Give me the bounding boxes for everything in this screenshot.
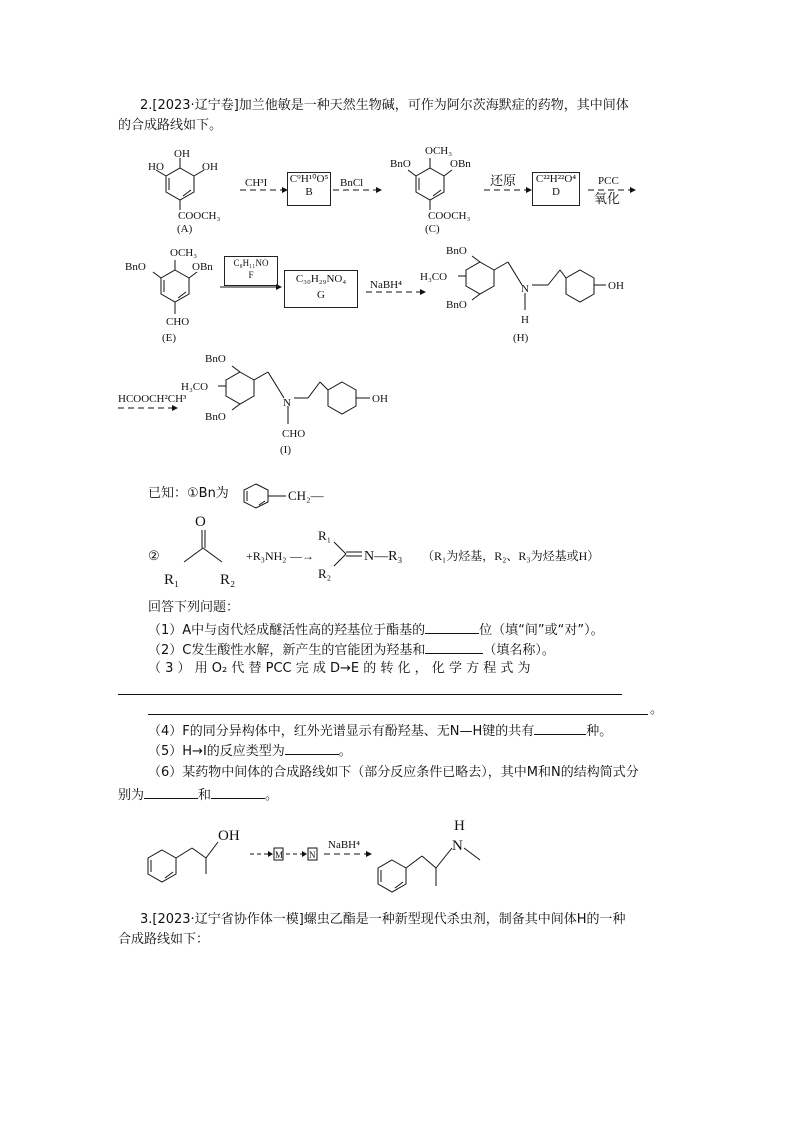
route-n: N xyxy=(309,850,316,860)
d-label: D xyxy=(552,186,560,198)
start-structure xyxy=(148,842,218,882)
benzyl-structure xyxy=(244,484,286,508)
q2-intro-line1: 2.[2023·辽宁卷]加兰他敏是一种天然生物碱，可作为阿尔茨海默症的药物，其中间体 xyxy=(140,98,629,113)
i-bno-bottom: BnO xyxy=(205,411,226,423)
e-obn: OBn xyxy=(192,261,213,273)
a-oh-right: OH xyxy=(202,161,218,173)
h-n: N xyxy=(521,283,529,295)
compound-e-structure xyxy=(153,260,197,314)
blank-2[interactable] xyxy=(425,639,483,654)
q3-period: 。 xyxy=(650,702,664,717)
i-bno-top: BnO xyxy=(205,353,226,365)
known-o: O xyxy=(195,514,206,530)
reagent-nabh4: NaBH⁴ xyxy=(370,279,402,291)
h-h3co: H₃CO xyxy=(420,271,448,283)
reagent-ch3i: CH³I xyxy=(245,177,268,189)
box-compound-d xyxy=(532,172,580,206)
f-formula: C₈H₁₁NO xyxy=(233,258,269,268)
blank-3b[interactable] xyxy=(148,714,648,715)
known-r1: R₁ xyxy=(164,572,180,588)
label-c: (C) xyxy=(425,223,440,235)
g-label: G xyxy=(317,289,325,301)
question-2: （2）C发生酸性水解，新产生的官能团为羟基和 （填名称）。 xyxy=(148,639,555,661)
f-label: F xyxy=(248,270,254,280)
box-compound-f xyxy=(224,256,278,286)
c-bno: BnO xyxy=(390,158,411,170)
known-num2: ② xyxy=(148,548,160,563)
box-compound-b xyxy=(287,172,331,206)
product-structure xyxy=(378,848,480,892)
q3-line2: 合成路线如下： xyxy=(118,932,210,947)
reagent-bncl: BnCl xyxy=(340,177,364,189)
label-a: (A) xyxy=(177,223,193,235)
label-h: (H) xyxy=(513,332,529,344)
route-m: M xyxy=(275,850,284,860)
e-och3: OCH₃ xyxy=(170,247,198,259)
route-h: H xyxy=(454,818,465,834)
reagent-hcooch2ch3: HCOOCH²CH³ xyxy=(118,393,187,405)
known-note: （R₁为烃基，R₂、R₃为烃基或H） xyxy=(422,549,600,563)
known-ch2: CH₂— xyxy=(288,488,324,503)
synthesis-scheme xyxy=(0,0,794,470)
a-oh-top: OH xyxy=(174,148,190,160)
h-bno-top: BnO xyxy=(446,245,467,257)
known-label: 已知：①Bn为 xyxy=(148,486,229,501)
b-label: B xyxy=(305,186,313,198)
route-nabh4: NaBH⁴ xyxy=(328,839,360,851)
h-oh: OH xyxy=(608,280,624,292)
known-r3: N—R₃ xyxy=(364,549,403,564)
known-arrow: —→ xyxy=(290,549,314,563)
a-cooch3: COOCH₃ xyxy=(178,210,221,222)
blank-5[interactable] xyxy=(285,740,339,755)
route-oh: OH xyxy=(218,828,240,844)
known-r2: R₂ xyxy=(220,572,236,588)
d-formula: C²²H²²O⁴ xyxy=(535,173,577,185)
blank-3a[interactable] xyxy=(118,694,622,695)
c-cooch3: COOCH₃ xyxy=(428,210,471,222)
e-bno: BnO xyxy=(125,261,146,273)
known-r1-product: R₁ xyxy=(318,528,332,543)
c-obn: OBn xyxy=(450,158,471,170)
question-6-line1: （6）某药物中间体的合成路线如下（部分反应条件已略去），其中M和N的结构简式分 xyxy=(148,765,639,780)
compound-c-structure xyxy=(408,158,452,210)
reagent-pcc: PCC xyxy=(598,175,619,187)
reagent-oxidize: 氧化 xyxy=(594,191,621,206)
i-oh: OH xyxy=(372,393,388,405)
q2-intro-line2: 的合成路线如下。 xyxy=(118,118,223,133)
i-cho: CHO xyxy=(282,428,306,440)
reagent-reduce: 还原 xyxy=(490,173,517,188)
blank-4[interactable] xyxy=(534,720,586,735)
known-plus: +R₃NH₂ xyxy=(246,549,287,563)
q3-line1: 3.[2023·辽宁省协作体一模]螺虫乙酯是一种新型现代杀虫剂，制备其中间体H的一种 xyxy=(140,912,626,927)
answer-intro: 回答下列问题： xyxy=(148,600,240,615)
i-h3co: H₃CO xyxy=(181,381,209,393)
question-4: （4）F的同分异构体中，红外光谱显示有酚羟基、无N—H键的共有 种。 xyxy=(148,720,612,742)
question-1: （1）A中与卤代烃成醚活性高的羟基位于酯基的 位（填“间”或“对”）。 xyxy=(148,619,604,641)
label-e: (E) xyxy=(162,332,177,344)
i-n: N xyxy=(283,397,291,409)
question-6-line2: 别为 和 。 xyxy=(118,784,278,806)
label-i: (I) xyxy=(280,444,291,456)
b-formula: C⁹H¹⁰O⁵ xyxy=(289,173,329,185)
question-5: （5）H→I的反应类型为 。 xyxy=(148,740,352,762)
blank-6n[interactable] xyxy=(211,784,265,799)
h-h: H xyxy=(521,314,529,326)
known-r2-product: R₂ xyxy=(318,566,332,581)
a-ho-left: HO xyxy=(148,161,164,173)
known-structures xyxy=(0,470,794,590)
compound-i-structure xyxy=(218,366,370,424)
route-scheme xyxy=(0,810,794,900)
e-cho: CHO xyxy=(166,316,190,328)
h-bno-bottom: BnO xyxy=(446,299,467,311)
box-compound-g xyxy=(284,270,358,308)
route-nn: N xyxy=(452,838,463,854)
compound-h-structure xyxy=(458,256,606,310)
blank-1[interactable] xyxy=(425,619,479,634)
blank-6m[interactable] xyxy=(144,784,198,799)
g-formula: C₃₀H₂₉NO₄ xyxy=(295,273,347,285)
c-och3: OCH₃ xyxy=(425,145,453,157)
question-3: （ 3 ） 用 O₂ 代 替 PCC 完 成 D→E 的 转 化 ， 化 学 方 程 式 为 xyxy=(148,661,531,676)
